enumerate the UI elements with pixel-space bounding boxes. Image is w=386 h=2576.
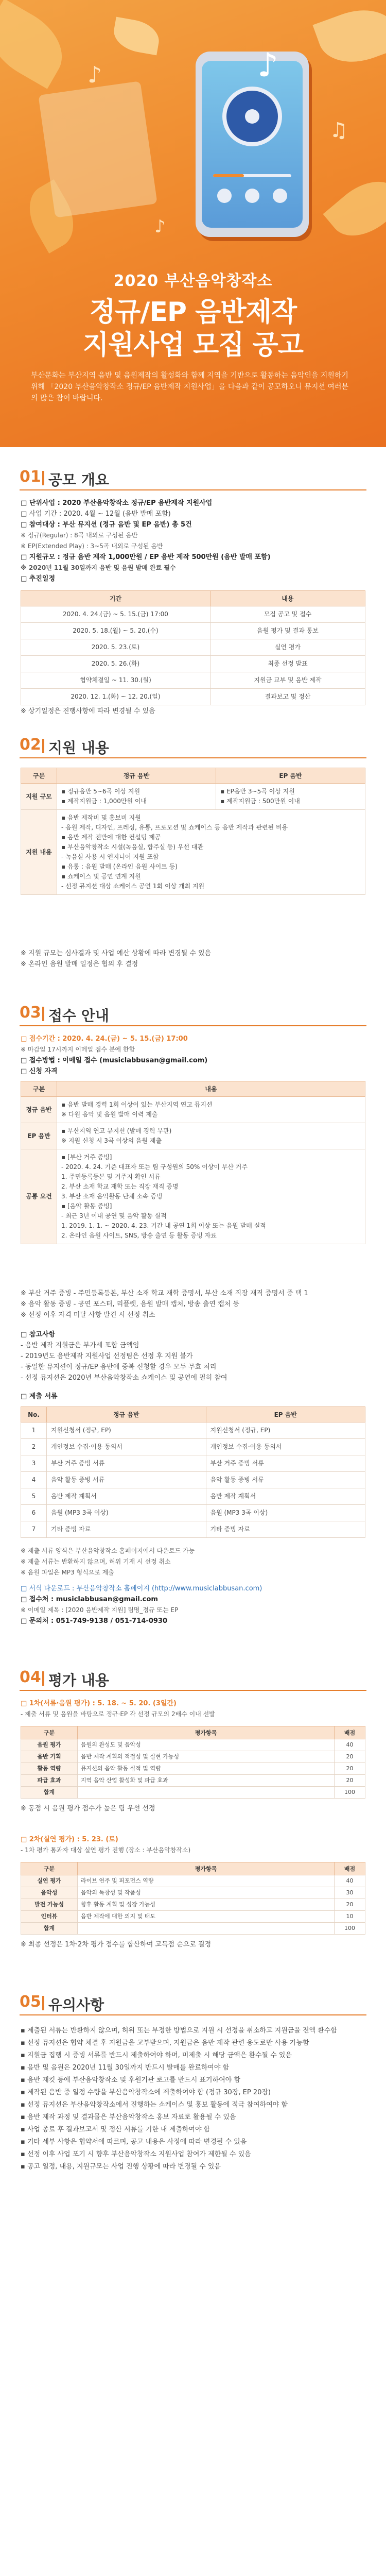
section-title: 접수 안내	[48, 1007, 109, 1024]
notice-item: ▪ 사업 종료 후 결과보고서 및 정산 서류를 기한 내 제출하여야 함	[21, 2126, 210, 2133]
cell: 2020. 5. 26.(화)	[21, 656, 210, 672]
application-line: ※ 마감일 17시까지 이메일 접수 분에 한함	[21, 1046, 135, 1053]
documents-heading: □ 제출 서류	[21, 1393, 58, 1400]
notice-item: ▪ 선정 뮤지션은 부산음악창작소에서 진행하는 쇼케이스 및 홍보 활동에 적극 참여하여야 함	[21, 2101, 288, 2109]
hero-banner	[0, 0, 386, 447]
section-bar	[42, 739, 44, 753]
cell: 음원 평가	[21, 1739, 78, 1751]
overview-text	[21, 498, 365, 584]
notice-item: ▪ 제출된 서류는 반환하지 않으며, 허위 또는 부정한 방법으로 지원 시 선정을 취소하고 지원금을 전액 환수함	[21, 2027, 337, 2035]
overview-line: ※ 정규(Regular) : 8곡 내외로 구성된 음반	[21, 532, 138, 539]
note-line: ※ 온라인 음원 발매 일정은 협의 후 결정	[21, 960, 138, 968]
prev-icon	[217, 189, 232, 203]
email-link[interactable]: □ 접수처 : musiclabbusan@gmail.com	[21, 1596, 158, 1603]
disc-icon	[222, 87, 282, 146]
eligibility-notes	[21, 1288, 365, 1320]
cell: 2020. 4. 24.(금) ~ 5. 15.(금) 17:00	[21, 606, 210, 623]
cell: 부산 거주 증빙 서류	[206, 1455, 365, 1472]
table-row	[21, 1887, 365, 1899]
cell: ▪ 부산지역 연고 뮤지션 (발매 경력 무관) ※ 지원 신청 시 3곡 이상의 음원 제출	[57, 1123, 365, 1149]
row-label: EP 음반	[21, 1123, 57, 1149]
table-row	[21, 1123, 365, 1149]
table-header: No.	[21, 1407, 47, 1422]
music-note-icon: ♪	[257, 46, 278, 84]
table-header: EP 음반	[206, 1407, 365, 1422]
documents-title	[21, 1391, 365, 1402]
cell: ▪ [부산 거주 증빙] - 2020. 4. 24. 기준 대표자 또는 팀 구성원의 50% 이상이 부산 거주 1. 주민등록등본 및 거주지 확인 서류 2. 부산 소재 학교 재학 또는 직장 재직 증명 3. 부산 소재 음악활동 단체 소속 증빙 ▪ [음악 활동 증빙] - 최근 3년 이내 공연 및 음악 활동 실적 1. 2019. 1. 1. ~ 2020. 4. 23. 기간 내 공연 1회 이상 또는 음원 발매 실적 2. 온라인 음원 사이트, SNS, 방송 출연 등 활동 증빙 자료	[57, 1149, 365, 1244]
notice-item: ▪ 기타 세부 사항은 협약서에 따르며, 공고 내용은 사정에 따라 변경될 수 있음	[21, 2138, 247, 2146]
first-eval-title: □ 1차(서류·음원 평가) : 5. 18. ~ 5. 20. (3일간)	[21, 1700, 177, 1707]
application-after	[21, 1546, 365, 1626]
reference-line: - 선정 뮤지션은 2020년 부산음악창작소 쇼케이스 및 공연에 필히 참여	[21, 1374, 227, 1382]
overview-line: □ 참여대상 : 부산 뮤지션 (정규 음반 및 EP 음반) 총 5건	[21, 521, 192, 529]
after-line: ※ 음원 파일은 MP3 형식으로 제출	[21, 1569, 114, 1576]
notice-item: ▪ 지원금 집행 시 증빙 서류를 반드시 제출하여야 하며, 미제출 시 해당 금액은 환수될 수 있음	[21, 2052, 292, 2059]
table-row	[21, 1923, 365, 1935]
cell: 2	[21, 1439, 47, 1455]
overview-line: ※ EP(Extended Play) : 3~5곡 내외로 구성된 음반	[21, 543, 163, 550]
cell: 활동 역량	[21, 1763, 78, 1775]
progress-bar	[213, 174, 291, 177]
cell: 7	[21, 1521, 47, 1538]
cell: 뮤지션의 음악 활동 실적 및 역량	[78, 1763, 335, 1775]
table-header: 정규 음반	[57, 768, 216, 784]
cell: 1	[21, 1422, 47, 1439]
schedule-table	[21, 590, 365, 705]
cell: ▪ 음반 발매 경력 1회 이상이 있는 부산지역 연고 뮤지션 ※ 다원 음악 및 음원 발매 이력 제출	[57, 1097, 365, 1123]
cell: 실연 평가	[21, 1875, 78, 1887]
section-bar	[42, 1007, 44, 1021]
cell: 30	[335, 1887, 365, 1899]
section-header	[20, 1664, 366, 1691]
notice-item: ▪ 음반 및 음원은 2020년 11월 30일까지 반드시 발매를 완료하여야 함	[21, 2064, 230, 2072]
cell: 음반 제작 계획의 적절성 및 실현 가능성	[78, 1751, 335, 1763]
section-number: 01	[20, 468, 41, 486]
table-row	[21, 606, 365, 623]
cell: 음원 (MP3 3곡 이상)	[47, 1505, 206, 1521]
cell: 실연 평가	[210, 639, 365, 656]
table-row	[21, 1763, 365, 1775]
section-title: 평가 내용	[48, 1672, 109, 1689]
table-row	[21, 1875, 365, 1887]
evaluation-second	[21, 1834, 365, 1856]
after-line	[21, 1578, 365, 1583]
next-icon	[273, 189, 287, 203]
notice-item: ▪ 선정 뮤지션은 협약 체결 후 지원금을 교부받으며, 지원금은 음반 제작 관련 용도로만 사용 가능함	[21, 2039, 309, 2047]
cell: 음반 제작 계획서	[47, 1488, 206, 1505]
table-row	[21, 1488, 365, 1505]
download-link[interactable]: □ 서식 다운로드 : 부산음악창작소 홈페이지 (http://www.musiclabbusan.com)	[21, 1585, 262, 1592]
cell: 기타 증빙 자료	[47, 1521, 206, 1538]
second-score-table	[21, 1862, 365, 1935]
table-header: 기간	[21, 591, 210, 606]
row-label: 지원 규모	[21, 784, 57, 810]
cell: 3	[21, 1455, 47, 1472]
hero-title-block	[0, 268, 386, 362]
table-row	[21, 810, 365, 895]
cell: 6	[21, 1505, 47, 1521]
hero-subtitle: 2020 부산음악창작소	[113, 272, 273, 290]
cell: 지원신청서 (정규, EP)	[47, 1422, 206, 1439]
table-row	[21, 1097, 365, 1123]
table-row	[21, 1899, 365, 1911]
row-label: 지원 내용	[21, 810, 57, 895]
table-row	[21, 1751, 365, 1763]
cell: 음악의 독창성 및 작품성	[78, 1887, 335, 1899]
cell: 20	[335, 1899, 365, 1911]
eligibility-table	[21, 1081, 365, 1244]
table-row	[21, 1439, 365, 1455]
hero-title-line2: 지원사업 모집 공고	[82, 330, 304, 361]
application-text	[21, 1033, 365, 1077]
speaker-illustration	[38, 81, 157, 217]
table-row	[21, 656, 365, 672]
note-line: ※ 부산 거주 증빙 - 주민등록등본, 부산 소재 학교 재학 증명서, 부산 소재 직장 재직 증명서 중 택 1	[21, 1290, 308, 1297]
cell: 음원 (MP3 3곡 이상)	[206, 1505, 365, 1521]
second-score-note: ※ 최종 선정은 1차·2차 평가 점수를 합산하여 고득점 순으로 결정	[21, 1941, 212, 1948]
table-header: 구분	[21, 768, 57, 784]
cell: 지원금 교부 및 음반 제작	[210, 672, 365, 689]
section-header	[20, 732, 366, 758]
first-score-table	[21, 1726, 365, 1799]
play-icon	[245, 189, 259, 203]
section-title: 유의사항	[48, 1996, 104, 2013]
table-header: 구분	[21, 1081, 57, 1097]
table-row	[21, 672, 365, 689]
table-header: 구분	[21, 1862, 78, 1875]
cell: 음악 활동 증빙 서류	[206, 1472, 365, 1488]
cell: 40	[335, 1875, 365, 1887]
row-label: 공통 요건	[21, 1149, 57, 1244]
cell	[78, 1787, 335, 1799]
cell: 개인정보 수집·이용 동의서	[47, 1439, 206, 1455]
table-row	[21, 1521, 365, 1538]
cell: 협약체결일 ~ 11. 30.(월)	[21, 672, 210, 689]
table-row	[21, 639, 365, 656]
table-header: 정규 음반	[47, 1407, 206, 1422]
cell	[78, 1923, 335, 1935]
after-line: ※ 제출 서류 양식은 부산음악창작소 홈페이지에서 다운로드 가능	[21, 1547, 195, 1554]
second-eval-desc: - 1차 평가 통과자 대상 실연 평가 진행 (장소 : 부산음악창작소)	[21, 1846, 191, 1854]
application-line: □ 접수방법 : 이메일 접수 (musiclabbusan@gmail.com)	[21, 1057, 208, 1064]
note-line: ※ 지원 규모는 심사결과 및 사업 예산 상황에 따라 변경될 수 있음	[21, 950, 212, 957]
cell: ▪ 음반 제작비 및 홍보비 지원 - 음원 제작, 디자인, 프레싱, 유통, 프로모션 및 쇼케이스 등 음반 제작과 관련된 비용 ▪ 음반 제작 전반에 대한 컨설팅 제공 ▪ 부산음악창작소 시설(녹음실, 합주실 등) 우선 대관 - 녹음실 사용 시 엔지니어 지원 포함 ▪ 유통 : 음원 발매 (온라인 음원 사이트 등) ▪ 쇼케이스 및 공연 연계 지원 - 선정 뮤지션 대상 쇼케이스 공연 1회 이상 개최 지원	[57, 810, 365, 895]
table-header: 내용	[57, 1081, 365, 1097]
table-row	[21, 1775, 365, 1787]
cell: 지역 음악 산업 활성화 및 파급 효과	[78, 1775, 335, 1787]
table-row	[21, 1422, 365, 1439]
cell: 부산 거주 증빙 서류	[47, 1455, 206, 1472]
music-note-icon: ♪	[154, 216, 166, 237]
first-score-note: ※ 동점 시 음원 평가 점수가 높은 팀 우선 선정	[21, 1805, 155, 1812]
phone-screen	[202, 61, 303, 228]
section-header	[20, 999, 366, 1026]
table-row	[21, 784, 365, 810]
table-row	[21, 623, 365, 639]
cell: 라이브 연주 및 퍼포먼스 역량	[78, 1875, 335, 1887]
section-bar	[42, 471, 44, 485]
cell: 2020. 5. 18.(월) ~ 5. 20.(수)	[21, 623, 210, 639]
documents-table	[21, 1406, 365, 1538]
leaf-decoration	[111, 17, 162, 56]
section-bar	[42, 1671, 44, 1686]
table-row	[21, 1911, 365, 1923]
after-line: ※ 이메일 제목 : [2020 음반제작 지원] 팀명_정규 또는 EP	[21, 1606, 179, 1614]
reference-line: - 2019년도 음반제작 지원사업 선정팀은 선정 후 지원 불가	[21, 1352, 193, 1360]
cell: 20	[335, 1751, 365, 1763]
notice-item: ▪ 공고 일정, 내용, 지원규모는 사업 진행 상황에 따라 변경될 수 있음	[21, 2163, 221, 2171]
table-row	[21, 1787, 365, 1799]
table-header: 배점	[335, 1726, 365, 1739]
section-title: 지원 내용	[48, 739, 109, 756]
overview-line: □ 지원규모 : 정규 음반 제작 1,000만원 / EP 음반 제작 500만원 (음반 발매 포함)	[21, 553, 271, 561]
table-row	[21, 1739, 365, 1751]
support-notes	[21, 948, 365, 970]
reference-line: - 음반 제작 지원금은 부가세 포함 금액임	[21, 1342, 139, 1349]
table-header: 평가항목	[78, 1726, 335, 1739]
after-line: ※ 제출 서류는 반환하지 않으며, 허위 기재 시 선정 취소	[21, 1558, 171, 1565]
cell: 인터뷰	[21, 1911, 78, 1923]
notice-item: ▪ 음반 재킷 등에 부산음악창작소 및 후원기관 로고를 반드시 표기하여야 함	[21, 2076, 240, 2084]
cell: 음악성	[21, 1887, 78, 1899]
reference-line: - 동일한 뮤지션이 정규/EP 음반에 중복 신청할 경우 모두 무효 처리	[21, 1363, 217, 1371]
overview-line: □ 단위사업 : 2020 부산음악창작소 정규/EP 음반제작 지원사업	[21, 499, 213, 507]
phone-illustration	[196, 52, 309, 237]
table-row	[21, 1455, 365, 1472]
section-number: 03	[20, 1004, 41, 1022]
section-number: 02	[20, 736, 41, 754]
schedule-note: ※ 상기일정은 진행사항에 따라 변경될 수 있음	[21, 707, 155, 715]
notice-list	[21, 2025, 365, 2173]
leaf-decoration	[323, 168, 386, 250]
cell: 합계	[21, 1923, 78, 1935]
table-header: 내용	[210, 591, 365, 606]
reference-notes	[21, 1329, 365, 1383]
cell: 음반 기획	[21, 1751, 78, 1763]
cell: 20	[335, 1775, 365, 1787]
support-table	[21, 768, 365, 895]
cell: 모집 공고 및 접수	[210, 606, 365, 623]
row-label: 정규 음반	[21, 1097, 57, 1123]
cell: 결과보고 및 정산	[210, 689, 365, 705]
cell: 100	[335, 1923, 365, 1935]
hero-description: 부산문화는 부산지역 음반 및 음원제작의 활성화와 함께 지역을 기반으로 활동하는 음악인을 지원하기 위해 「2020 부산음악창작소 정규/EP 음반제작 지원사업」을 다음과 같이 공모하오니 뮤지션 여러분의 많은 참여 바랍니다.	[31, 371, 348, 402]
application-line: □ 신청 자격	[21, 1067, 58, 1075]
section-title: 공모 개요	[48, 471, 109, 488]
section-header	[20, 1989, 366, 2015]
cell: 기타 증빙 자료	[206, 1521, 365, 1538]
cell: 음악 활동 증빙 서류	[47, 1472, 206, 1488]
evaluation-first	[21, 1698, 365, 1720]
cell: ▪ EP음반 3~5곡 이상 지원 ▪ 제작지원금 : 500만원 이내	[216, 784, 365, 810]
cell: 2020. 5. 23.(토)	[21, 639, 210, 656]
reference-title: □ 참고사항	[21, 1331, 56, 1338]
table-header: EP 음반	[216, 768, 365, 784]
cell: 음원 평가 및 결과 통보	[210, 623, 365, 639]
music-note-icon: ♪	[87, 62, 102, 88]
music-note-icon: ♫	[329, 118, 348, 142]
notice-item: ▪ 음반 제작 과정 및 결과물은 부산음악창작소 홍보 자료로 활용될 수 있음	[21, 2113, 236, 2121]
cell: 100	[335, 1787, 365, 1799]
leaf-decoration	[312, 0, 386, 74]
overview-line: □ 추진일정	[21, 575, 56, 583]
cell: 2020. 12. 1.(화) ~ 12. 20.(일)	[21, 689, 210, 705]
cell: 지원신청서 (정규, EP)	[206, 1422, 365, 1439]
cell: 최종 선정 발표	[210, 656, 365, 672]
cell: 40	[335, 1739, 365, 1751]
cell: 개인정보 수집·이용 동의서	[206, 1439, 365, 1455]
overview-line: □ 사업 기간 : 2020. 4월 ~ 12월 (음반 발매 포함)	[21, 510, 171, 518]
cell: 20	[335, 1763, 365, 1775]
section-bar	[42, 1996, 44, 2010]
cell: 발전 가능성	[21, 1899, 78, 1911]
table-row	[21, 1505, 365, 1521]
cell: 음반 제작에 대한 의지 및 태도	[78, 1911, 335, 1923]
table-row	[21, 1472, 365, 1488]
table-row	[21, 1149, 365, 1244]
section-number: 05	[20, 1993, 41, 2011]
first-eval-desc: - 제출 서류 및 음원을 바탕으로 정규·EP 각 선정 규모의 2배수 이내 선발	[21, 1710, 215, 1718]
cell: 파급 효과	[21, 1775, 78, 1787]
cell: 합계	[21, 1787, 78, 1799]
cell: 10	[335, 1911, 365, 1923]
table-header: 구분	[21, 1726, 78, 1739]
table-row	[21, 689, 365, 705]
section-number: 04	[20, 1668, 41, 1686]
cell: ▪ 정규음반 5~6곡 이상 지원 ▪ 제작지원금 : 1,000만원 이내	[57, 784, 216, 810]
cell: 4	[21, 1472, 47, 1488]
section-header	[20, 464, 366, 490]
application-line: □ 접수기간 : 2020. 4. 24.(금) ~ 5. 15.(금) 17:00	[21, 1035, 188, 1043]
leaf-decoration	[0, 0, 76, 89]
note-line: ※ 음악 활동 증빙 - 공연 포스터, 리플렛, 음원 발매 캡처, 방송 출연 캡처 등	[21, 1300, 239, 1308]
cell: 향후 활동 계획 및 성장 가능성	[78, 1899, 335, 1911]
table-header: 배점	[335, 1862, 365, 1875]
overview-line: ※ 2020년 11월 30일까지 음반 및 음원 발매 완료 필수	[21, 564, 176, 571]
note-line: ※ 선정 이후 자격 미달 사항 발견 시 선정 취소	[21, 1311, 155, 1319]
cell: 5	[21, 1488, 47, 1505]
hero-title-line1: 정규/EP 음반제작	[89, 297, 297, 328]
contact-line: □ 문의처 : 051-749-9138 / 051-714-0930	[21, 1617, 168, 1625]
cell: 음원의 완성도 및 음악성	[78, 1739, 335, 1751]
notice-item: ▪ 제작된 음반 중 일정 수량을 부산음악창작소에 제출하여야 함 (정규 30장, EP 20장)	[21, 2089, 271, 2096]
second-eval-title: □ 2차(실연 평가) : 5. 23. (토)	[21, 1836, 118, 1843]
cell: 음반 제작 계획서	[206, 1488, 365, 1505]
notice-item: ▪ 선정 이후 사업 포기 시 향후 부산음악창작소 지원사업 참여가 제한될 수 있음	[21, 2150, 251, 2158]
table-header: 평가항목	[78, 1862, 335, 1875]
